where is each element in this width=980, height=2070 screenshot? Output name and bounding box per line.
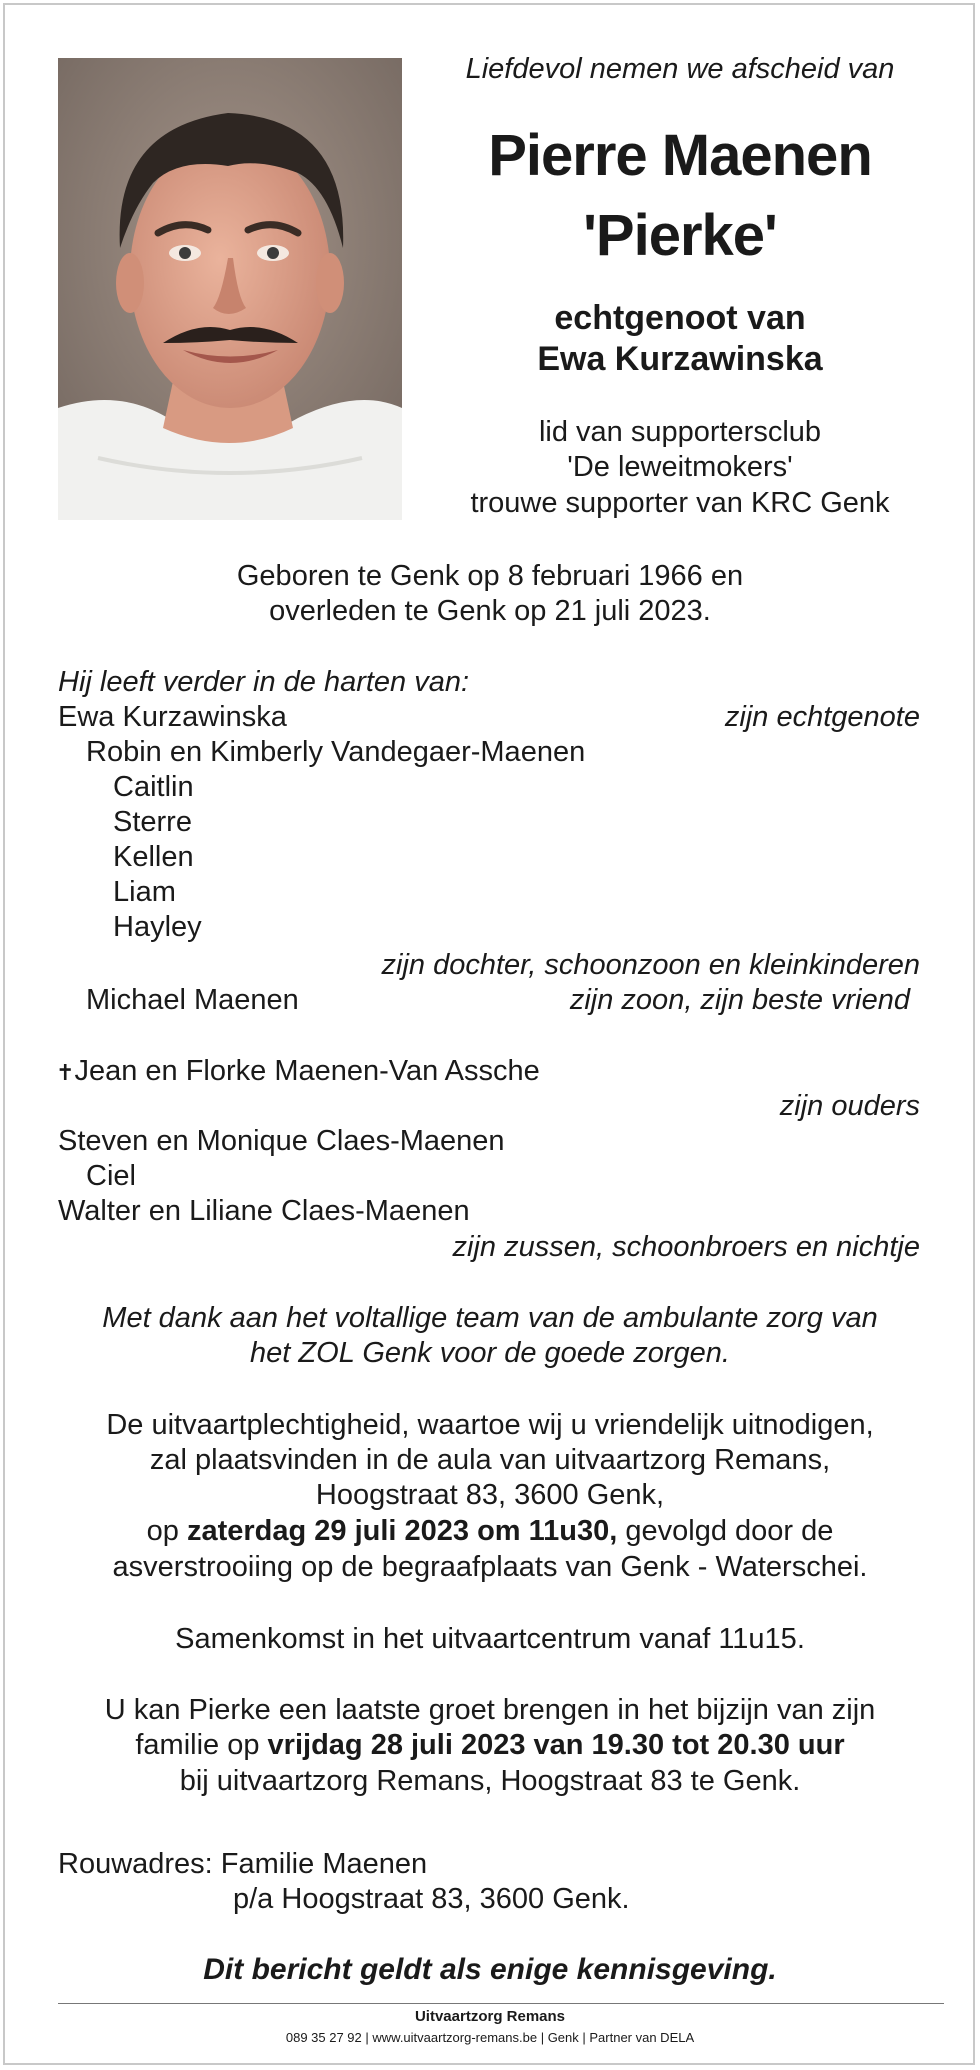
family-daughter-couple: Robin en Kimberly Vandegaer-Maenen <box>86 736 586 768</box>
club-line-1: lid van supportersclub <box>538 416 822 448</box>
family-sister-1: Steven en Monique Claes-Maenen <box>58 1125 505 1157</box>
family-parents-role: zijn ouders <box>779 1090 920 1122</box>
footer-divider <box>58 2003 944 2004</box>
deceased-name: Pierre Maenen <box>488 123 872 188</box>
deceased-nickname: 'Pierke' <box>583 203 777 268</box>
grandchild-name: Liam <box>113 876 176 908</box>
visit-line-3: bij uitvaartzorg Remans, Hoogstraat 83 te Genk. <box>179 1765 801 1797</box>
family-spouse: Ewa Kurzawinska <box>58 701 287 733</box>
ceremony-line-1: De uitvaartplechtigheid, waartoe wij u vriendelijk uitnodigen, <box>106 1409 874 1441</box>
club-line-2: 'De leweitmokers' <box>567 451 793 483</box>
notice-text: Dit bericht geldt als enige kennisgeving. <box>203 1953 777 1986</box>
spouse-label: echtgenoot van <box>554 299 806 337</box>
spouse-name: Ewa Kurzawinska <box>537 340 823 378</box>
intro-text: Liefdevol nemen we afscheid van <box>465 53 895 85</box>
birth-line-1: Geboren te Genk op 8 februari 1966 en <box>236 560 744 592</box>
ceremony-line-3: Hoogstraat 83, 3600 Genk, <box>315 1479 665 1511</box>
ceremony-date-suffix: gevolgd door de <box>617 1515 834 1547</box>
address-line-1: Rouwadres: Familie Maenen <box>58 1848 428 1880</box>
ceremony-line-5: asverstrooiing op de begraafplaats van Genk - Waterschei. <box>112 1551 868 1583</box>
visit-datetime: vrijdag 28 juli 2023 van 19.30 tot 20.30 uur <box>267 1729 845 1761</box>
club-line-3: trouwe supporter van KRC Genk <box>470 487 890 519</box>
cross-icon: ✝ <box>56 1060 75 1085</box>
birth-line-2: overleden te Genk op 21 juli 2023. <box>269 595 711 627</box>
thanks-line-2: het ZOL Genk voor de goede zorgen. <box>250 1337 730 1369</box>
family-son-role: zijn zoon, zijn beste vriend <box>569 984 910 1016</box>
footer-company: Uitvaartzorg Remans <box>414 2008 566 2025</box>
family-spouse-role: zijn echtgenote <box>724 701 920 733</box>
family-siblings-role: zijn zussen, schoonbroers en nichtje <box>452 1231 920 1263</box>
visit-prefix: familie op <box>135 1729 268 1761</box>
family-parents-line <box>56 1054 540 1090</box>
grandchild-name: Hayley <box>113 911 202 943</box>
address-line-2: p/a Hoogstraat 83, 3600 Genk. <box>233 1883 630 1915</box>
grandchild-name: Caitlin <box>113 771 194 803</box>
family-sister-2: Walter en Liliane Claes-Maenen <box>58 1195 470 1227</box>
family-daughter-role: zijn dochter, schoonzoon en kleinkinderen <box>381 949 920 981</box>
family-niece: Ciel <box>86 1160 136 1192</box>
ceremony-line-2: zal plaatsvinden in de aula van uitvaartzorg Remans, <box>149 1444 831 1476</box>
ceremony-line-4 <box>0 1514 980 1549</box>
family-son: Michael Maenen <box>86 984 299 1016</box>
footer-info: 089 35 27 92 | www.uitvaartzorg-remans.be | Genk | Partner van DELA <box>285 2030 695 2045</box>
ceremony-date: zaterdag 29 juli 2023 om 11u30, <box>186 1515 618 1547</box>
family-intro: Hij leeft verder in de harten van: <box>58 666 470 698</box>
grandchild-name: Sterre <box>113 806 192 838</box>
family-parents: Jean en Florke Maenen-Van Assche <box>74 1055 540 1087</box>
visit-line-2 <box>0 1728 980 1763</box>
portrait-photo <box>58 58 402 520</box>
visit-line-1: U kan Pierke een laatste groet brengen in het bijzijn van zijn <box>104 1694 876 1726</box>
grandchild-name: Kellen <box>113 841 194 873</box>
gathering-text: Samenkomst in het uitvaartcentrum vanaf 11u15. <box>175 1623 805 1655</box>
ceremony-date-prefix: op <box>146 1515 187 1547</box>
thanks-line-1: Met dank aan het voltallige team van de ambulante zorg van <box>102 1302 878 1334</box>
